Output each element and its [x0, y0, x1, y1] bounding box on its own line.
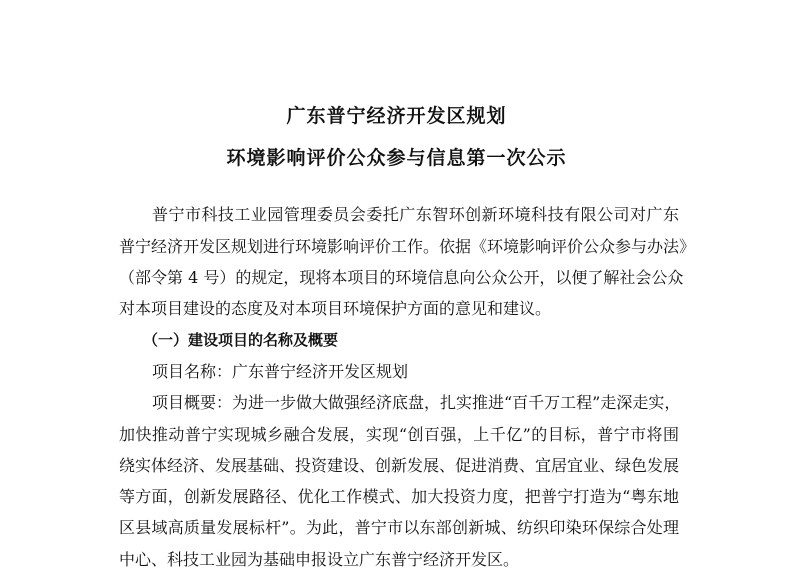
document-title-line-1: 广东普宁经济开发区规划	[286, 105, 507, 127]
intro-paragraph-line: 对本项目建设的态度及对本项目环境保护方面的意见和建议。	[119, 299, 552, 318]
intro-paragraph-line: 普宁经济开发区规划进行环境影响评价工作。依据《环境影响评价公众参与办法》	[119, 237, 696, 256]
overview-paragraph-line: 等方面，创新发展路径、优化工作模式、加大投资力度，把普宁打造为“粤东地	[119, 487, 679, 506]
overview-paragraph-line: 区县域高质量发展标杆”。为此，普宁市以东部创新城、纺织印染环保综合处理	[119, 518, 679, 537]
overview-paragraph-line: 项目概要：为进一步做大做强经济底盘，扎实推进“百千万工程”走深走实，	[152, 393, 681, 412]
overview-paragraph-line: 绕实体经济、发展基础、投资建设、创新发展、促进消费、宜居宜业、绿色发展	[119, 456, 680, 475]
section-heading: （一）建设项目的名称及概要	[143, 331, 339, 349]
document-title-line-2: 环境影响评价公众参与信息第一次公示	[226, 147, 567, 169]
project-name-line: 项目名称：广东普宁经济开发区规划	[152, 362, 409, 381]
overview-paragraph-line: 加快推动普宁实现城乡融合发展，实现“创百强，上千亿”的目标，普宁市将围	[119, 425, 679, 444]
intro-paragraph-line: 普宁市科技工业园管理委员会委托广东智环创新环境科技有限公司对广东	[152, 205, 679, 224]
overview-paragraph-line: 中心、科技工业园为基础申报设立广东普宁经济开发区。	[119, 550, 520, 569]
intro-paragraph-line: （部令第 4 号）的规定，现将本项目的环境信息向公众公开，以便了解社会公众	[119, 268, 684, 287]
